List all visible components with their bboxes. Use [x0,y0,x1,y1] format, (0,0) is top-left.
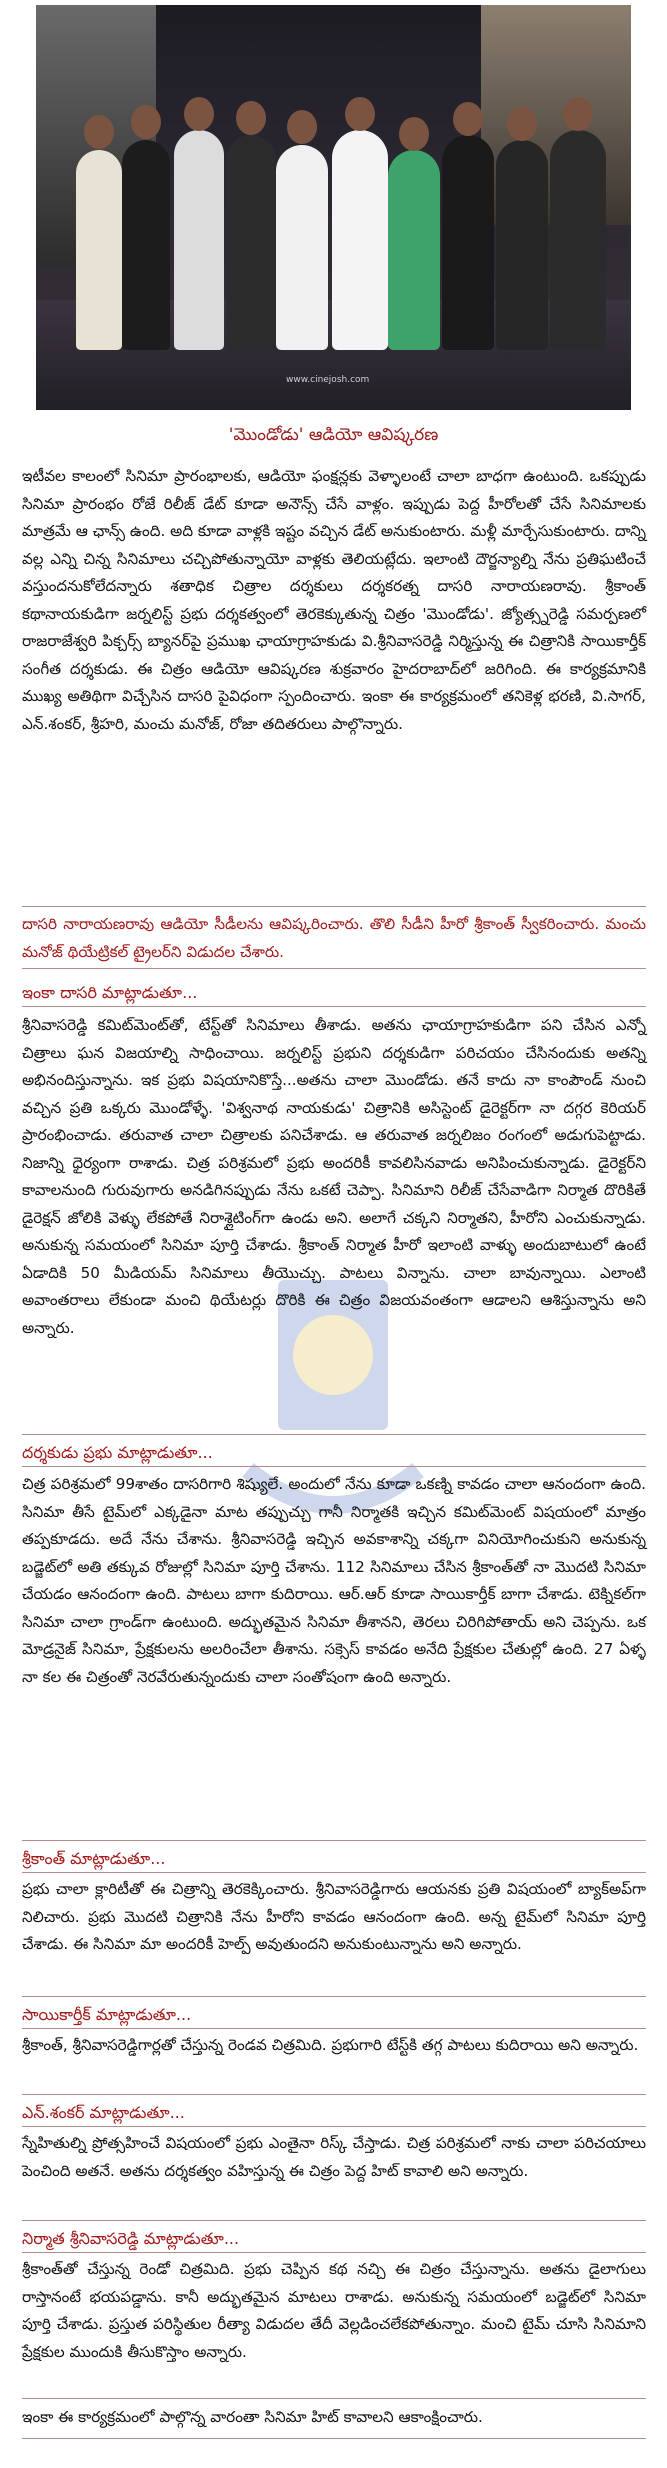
divider [22,2094,646,2095]
article-caption: 'మొండోడు' ఆడియో ఆవిష్కరణ [228,425,439,445]
guest-head [184,97,214,131]
guest-figure [332,130,388,350]
divider [22,2438,646,2439]
section-text-srikanth: ప్రభు చాలా క్లారిటీతో ఈ చిత్రాన్ని తెరకెక్కించారు. శ్రీనివాసరెడ్డిగారు ఆయనకు ప్రతి విషయంలో బ్యాక్‌అప్‌గా నిలిచారు. ప్రభు మొదటి చిత్రానికి నేను హీరోని కావడం ఆనందంగా ఉంది. అన్న టైమ్‌లో సినిమా పూర్తి చేశాడు. ఈ సినిమా మా అందరికీ హెల్ప్ అవుతుందని అనుకుంటున్నాను అని అన్నారు. [22,1880,646,1953]
guest-head [84,115,114,149]
guest-head [399,117,429,151]
divider [22,2220,646,2221]
guest-figure [388,150,440,350]
guest-figure [276,145,328,350]
section-text-shankar: స్నేహితుల్ని ప్రోత్సహించే విషయంలో ప్రభు ఎంతైనా రిస్క్ చేస్తాడు. చిత్ర పరిశ్రమలో నాకు చాలా పరిచయాలు పెంచింది అతనే. అతను దర్శకత్వం వహిస్తున్న ఈ చిత్రం పెద్ద హిట్ కావాలి అని అన్నారు. [22,2134,646,2180]
divider [22,1006,646,1007]
guest-head [563,97,593,131]
divider [22,968,646,969]
guest-head [236,101,266,135]
divider [22,1872,646,1873]
divider [22,1466,646,1467]
guest-head [507,107,537,141]
section-text-prabhu: చిత్ర పరిశ్రమలో 99శాతం దాసరిగారి శిష్యులే. అందులో నేను కూడా ఒకణ్ని కావడం చాలా ఆనందంగా ఉంది. సినిమా తీసే టైమ్‌లో ఎక్కడైనా మాట తప్పుచ్చు గానీ నిర్మాతకి ఇచ్చిన కమిట్‌మెంట్ విషయంలో మాత్రం తప్పకూడదు. అదే నేను చేశాను. శ్రీనివాసరెడ్డి ఇచ్చిన అవకాశాన్ని చక్కగా వినియోగించుకుని అనుకున్న బడ్జెట్‌లో అతి తక్కువ రోజుల్లో సినిమా పూర్తి చేశాను. 112 సినిమాలు చేసిన శ్రీకాంత్‌తో నా మొదటి సినిమా చేయడం ఆనందంగా ఉంది. పాటలు బాగా కుదిరాయి. ఆర్.ఆర్ కూడా సాయికార్తీక్ బాగా చేశాడు. టెక్నికల్‌గా సినిమా చాలా గ్రాండ్‌గా ఉంటుంది. అద్భుతమైన సినిమా తీశానని, తెరలు చిరిగిపోతాయ్ అని చెప్పను. ఒక మోడ్రనైజ్ సినిమా, ప్రేక్షకులను అలరించేలా తీశాను. సక్సెస్ కావడం అనేది ప్రేక్షకుల చేతుల్లో ఉంది. 27 ఏళ్ళ నా కల ఈ చిత్రంతో నెరవేరుతున్నందుకు చాలా సంతోషంగా ఉంది అన్నారు. [22,1475,646,1686]
divider [22,2252,646,2253]
section-heading-prabhu: దర్శకుడు ప్రభు మాట్లాడుతూ... [22,1443,213,1462]
closing-paragraph: ఇంకా ఈ కార్యక్రమంలో పాల్గొన్న వారంతా సినిమా హిట్ కావాలని ఆకాంక్షించారు. [22,2408,483,2426]
guest-figure [76,150,122,350]
section-heading-srikanth: శ్రీకాంత్ మాట్లాడుతూ... [22,1849,166,1868]
section-text-producer: శ్రీకాంత్‌తో చేస్తున్న రెండో చిత్రమిది. ప్రభు చెప్పిన కథ నచ్చి ఈ చిత్రం చేస్తున్నాను. అతను డైలాగులు రాస్తానంటే భయపడ్డాను. కానీ అద్భుతమైన మాటలు రాశాడు. అనుకున్న సమయంలో బడ్జెట్‌లో సినిమా పూర్తి చేశాడు. ప్రస్తుత పరిస్థితుల రీత్యా విడుదల తేదీ వెల్లడించలేకపోతున్నాం. మంచి టైమ్ చూసి సినిమాని ప్రేక్షకుల ముందుకి తీసుకొస్తాం అన్నారు. [22,2260,646,2361]
divider [22,2028,646,2029]
guest-figure [496,140,548,350]
guest-head [453,102,483,136]
section-heading-dasari: ఇంకా దాసరి మాట్లాడుతూ... [22,983,198,1002]
divider [22,1996,646,1997]
divider [22,906,646,907]
guest-figure [122,140,170,350]
photo-watermark: www.cinejosh.com [286,375,370,385]
divider [22,2398,646,2399]
divider [22,1434,646,1435]
event-photo [36,5,631,410]
guest-figure [226,135,276,350]
guest-head [345,97,375,131]
section-heading-shankar: ఎన్.శంకర్ మాట్లాడుతూ... [22,2103,185,2122]
release-paragraph: దాసరి నారాయణరావు ఆడియో సీడీలను ఆవిష్కరించారు. తొలి సీడీని హీరో శ్రీకాంత్ స్వీకరించారు. మంచు మనోజ్ థియేట్రికల్ ట్రైలర్‌ని విడుదల చేశారు. [22,915,646,961]
guest-figure [174,130,224,350]
guest-head [287,110,317,144]
divider [22,1840,646,1841]
intro-paragraph: ఇటీవల కాలంలో సినిమా ప్రారంభాలకు, ఆడియో ఫంక్షన్లకు వెళ్ళాలంటే చాలా బాధగా ఉంటుంది. ఒకప్పుడు సినిమా ప్రారంభం రోజే రిలీజ్ డేట్ కూడా అనౌన్స్ చేసే వాళ్లం. ఇప్పుడు పెద్ద హీరోలతో చేసే సినిమాలకు మాత్రమే ఆ ఛాన్స్ ఉంది. అది కూడా వాళ్లకి ఇష్టం వచ్చిన డేట్ అనుకుంటారు. మళ్లీ మార్చేసుకుంటారు. దాన్ని వల్ల ఎన్ని చిన్న సినిమాలు చచ్చిపోతున్నాయో వాళ్లకు తెలియట్లేదు. ఇలాంటి దౌర్జన్యాల్ని నేను ప్రతిఘటించే వస్తుందనుకోలేదన్నారు శతాధిక చిత్రాల దర్శకులు దర్శకరత్న దాసరి నారాయణరావు. శ్రీకాంత్ కథానాయకుడిగా జర్నలిస్ట్ ప్రభు దర్శకత్వంలో తెరకెక్కుతున్న చిత్రం 'మొండోడు'. జ్యోత్స్నరెడ్డి సమర్పణలో రాజరాజేశ్వరి పిక్చర్స్ బ్యానర్‌పై ప్రముఖ ఛాయాగ్రాహకుడు వి.శ్రీనివాసరెడ్డి నిర్మిస్తున్న ఈ చిత్రానికి సాయికార్తీక్ సంగీత దర్శకుడు. ఈ చిత్రం ఆడియో ఆవిష్కరణ శుక్రవారం హైదరాబాద్‌లో జరిగింది. ఈ కార్యక్రమానికి ముఖ్య అతిథిగా విచ్చేసిన దాసరి పైవిధంగా స్పందించారు. ఇంకా ఈ కార్యక్రమంలో తనికెళ్ల భరణి, వి.సాగర్, ఎన్.శంకర్, శ్రీహరి, మంచు మనోజ్, రోజా తదితరులు పాల్గొన్నారు. [22,467,646,733]
section-text-saikarthik: శ్రీకాంత్, శ్రీనివాసరెడ్డిగార్లతో చేస్తున్న రెండవ చిత్రమిది. ప్రభుగారి టేస్ట్‌కి తగ్గ పాటలు కుదిరాయి అని అన్నారు. [22,2036,639,2054]
guest-head [131,105,161,139]
section-text-dasari: శ్రీనివాసరెడ్డి కమిట్‌మెంట్‌తో, టేస్ట్‌తో సినిమాలు తీశాడు. అతను ఛాయాగ్రాహకుడిగా పని చేసిన ఎన్నో చిత్రాలు ఘన విజయాల్ని సాధించాయి. జర్నలిస్ట్ ప్రభుని దర్శకుడిగా పరిచయం చేసినందుకు అతన్ని అభినందిస్తున్నాను. ఇక ప్రభు విషయానికొస్తే...అతను చాలా మొండోడు. తనే కాదు నా కాంపౌండ్ నుంచి వచ్చిన ప్రతి ఒక్కరు మొండోళ్ళే. 'విశ్వనాథ నాయకుడు' చిత్రానికి అసిస్టెంట్ డైరెక్టర్‌గా నా దగ్గర కెరియర్ ప్రారంభించాడు. తరువాత చాలా చిత్రాలకు పనిచేశాడు. ఆ తరువాత జర్నలిజం రంగంలో అడుగుపెట్టాడు. నిజాన్ని ధైర్యంగా రాశాడు. చిత్ర పరిశ్రమలో ప్రభు అందరికీ కావలిసినవాడు అనిపించుకున్నాడు. డైరెక్టర్‌ని కావాలనుంది గురువుగారు అనడిగినప్పుడు నేను ఒకటే చెప్పా. సినిమాని రిలీజ్ చేసేవాడిగా నిర్మాత దొరికితే డైరెక్షన్ జోలికి వెళ్ళు లేకపోతే నిరాశ్లైటింగ్‌గా ఉండు అని. అలాగే చక్కని నిర్మాతని, హీరోని ఎంచుకున్నాడు. అనుకున్న సమయంలో సినిమా పూర్తి చేశాడు. శ్రీకాంత్ నిర్మాత హీరో ఇలాంటి వాళ్ళు అందుబాటులో ఉంటే ఏడాదికి 50 మీడియమ్ సినిమాలు తీయొచ్చు. పాటలు విన్నాను. చాలా బావున్నాయి. ఎలాంటి అవాంతరాలు లేకుండా మంచి థియేటర్లు దొరికి ఈ చిత్రం విజయవంతంగా ఆడాలని ఆశిస్తున్నాను అని అన్నారు. [22,1016,646,1337]
guest-figure [442,135,494,350]
guest-figure [550,130,606,350]
section-heading-producer: నిర్మాత శ్రీనివాసరెడ్డి మాట్లాడుతూ... [22,2229,240,2248]
section-heading-saikarthik: సాయికార్తీక్ మాట్లాడుతూ... [22,2005,192,2024]
divider [22,2126,646,2127]
